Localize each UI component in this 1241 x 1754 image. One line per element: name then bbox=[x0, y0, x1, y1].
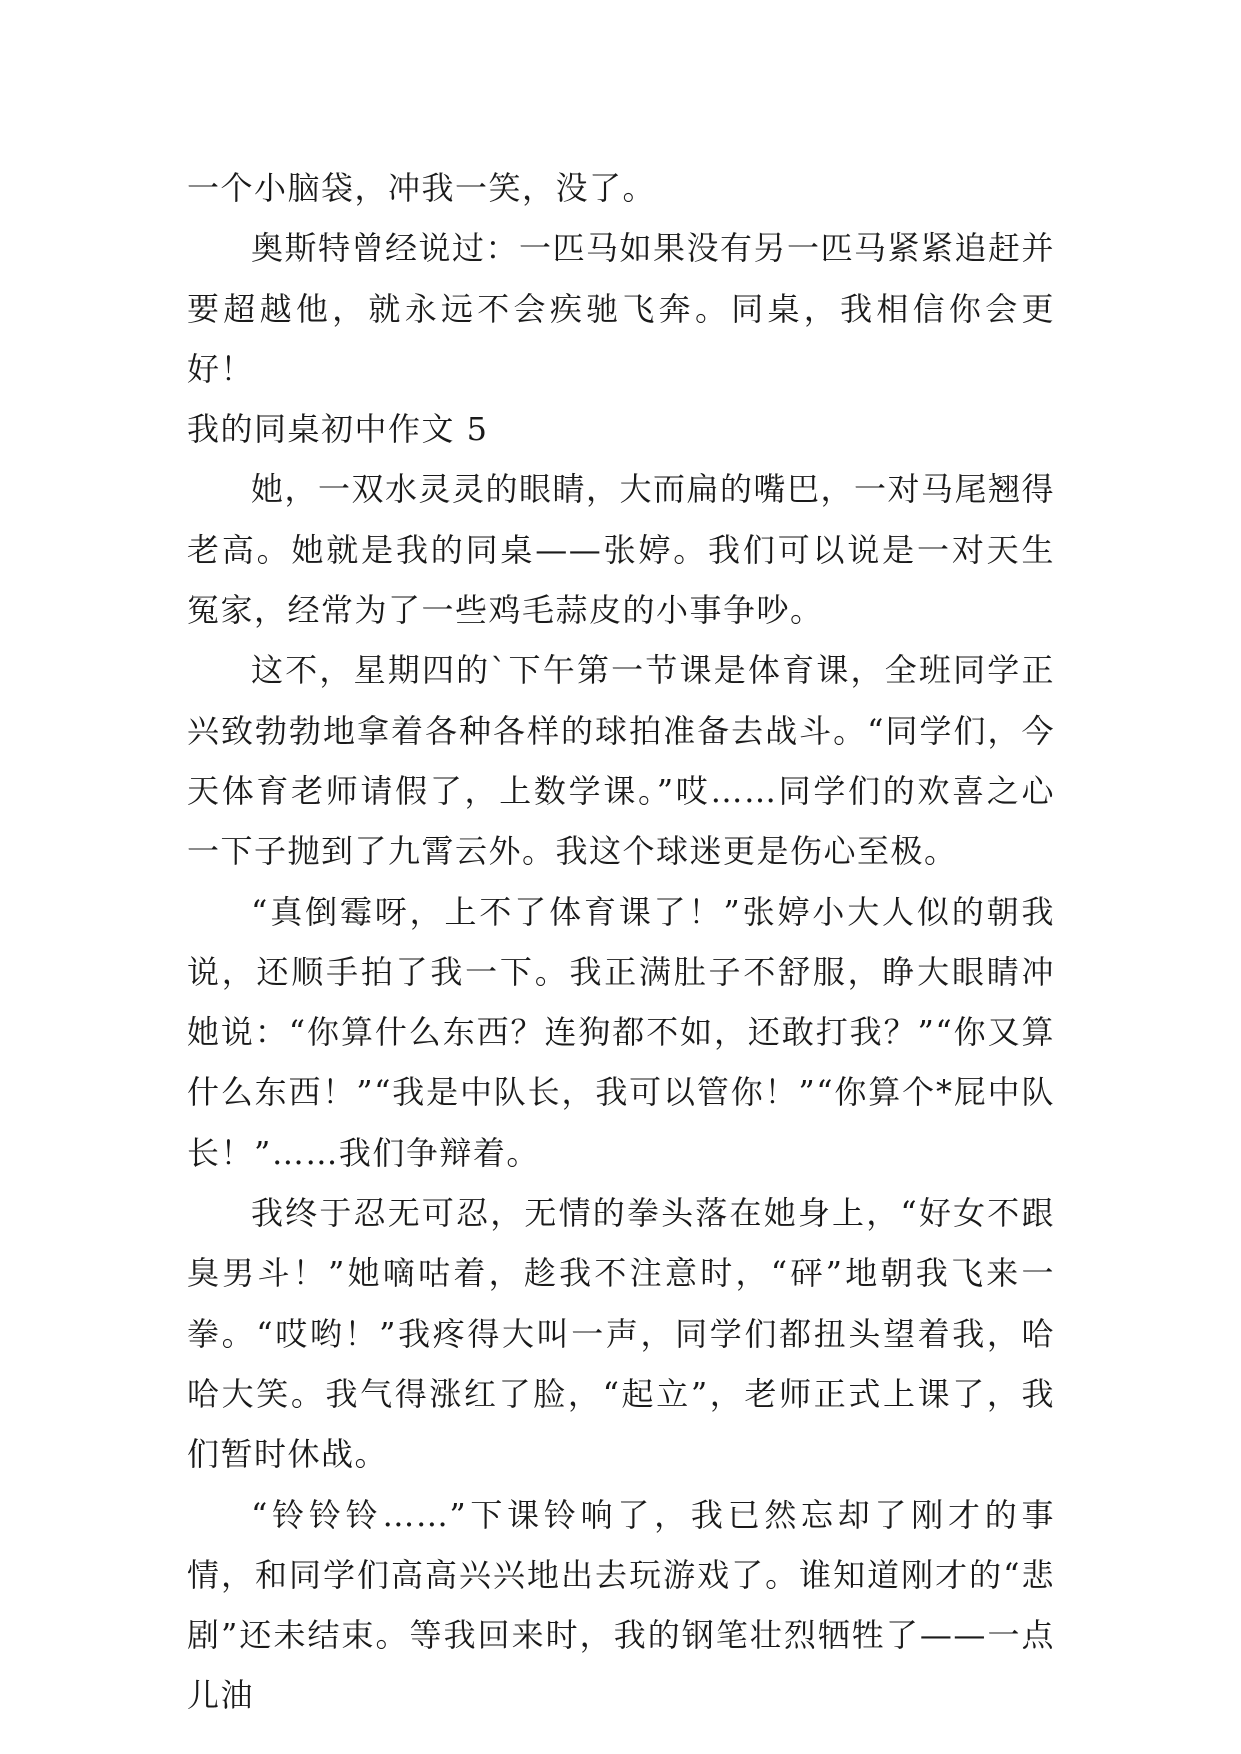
paragraph-6: 我终于忍无可忍，无情的拳头落在她身上，“好女不跟臭男斗！”她嘀咕着，趁我不注意时，“砰”地朝我飞来一拳。“哎哟！”我疼得大叫一声，同学们都扭头望着我，哈哈大笑。我气得涨红了脸，“起立”，老师正式上课了，我们暂时休战。 bbox=[187, 1194, 1055, 1474]
paragraph-1: 一个小脑袋，冲我一笑，没了。 bbox=[187, 169, 657, 207]
essay-title: 我的同桌初中作文 5 bbox=[187, 410, 489, 449]
paragraph-4: 这不，星期四的`下午第一节课是体育课，全班同学正兴致勃勃地拿着各种各样的球拍准备去战斗。“同学们，今天体育老师请假了，上数学课。”哎……同学们的欢喜之心一下子抛到了九霄云外。我这个球迷更是伤心至极。 bbox=[187, 651, 1055, 871]
paragraph-5: “真倒霉呀，上不了体育课了！”张婷小大人似的朝我说，还顺手拍了我一下。我正满肚子不舒服，睁大眼睛冲她说：“你算什么东西？连狗都不如，还敢打我？”“你又算什么东西！”“我是中队长，我可以管你！”“你算个*屁中队长！”……我们争辩着。 bbox=[187, 892, 1055, 1172]
paragraph-2: 奥斯特曾经说过：一匹马如果没有另一匹马紧紧追赶并要超越他，就永远不会疾驰飞奔。同桌，我相信你会更好！ bbox=[187, 229, 1056, 388]
paragraph-7: “铃铃铃……”下课铃响了，我已然忘却了刚才的事情，和同学们高高兴兴地出去玩游戏了。谁知道刚才的“悲剧”还未结束。等我回来时，我的钢笔壮烈牺牲了——一点儿油 bbox=[187, 1495, 1055, 1715]
paragraph-3: 她，一双水灵灵的眼睛，大而扁的嘴巴，一对马尾翘得老高。她就是我的同桌——张婷。我们可以说是一对天生冤家，经常为了一些鸡毛蒜皮的小事争吵。 bbox=[187, 470, 1056, 630]
document-body bbox=[187, 158, 1055, 1726]
